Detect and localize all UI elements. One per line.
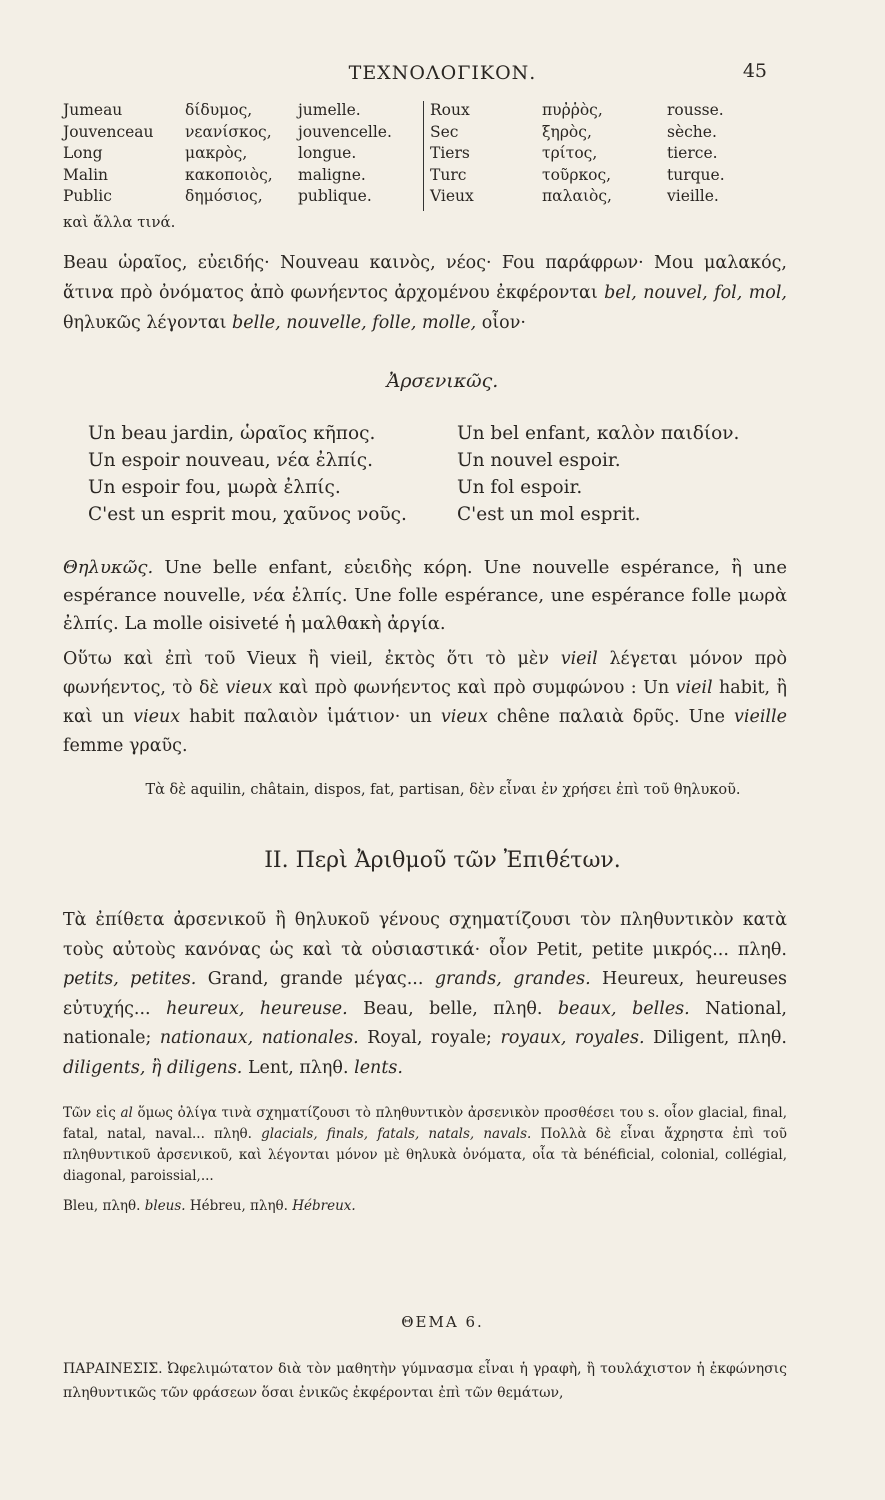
paragraph-masculine-forms: Beau ὡραῖος, εὐειδής· Nouveau καινὸς, νέος· Fou παράφρων· Mou μαλακός, ἅτινα πρὸ ὀνόματος ἀπὸ φωνήεντος ἀρχομένου ἐκφέρονται bel, nouvel, fol, mol, θηλυκῶς λέγονται belle, nouvelle, folle, molle, οἷον· (63, 253, 787, 333)
vocab-french: Long (63, 144, 103, 162)
vocab-french: Vieux (430, 187, 474, 205)
vocab-greek: κακοποιὸς, (185, 165, 273, 184)
vocab-french: Turc (430, 165, 467, 184)
example-line: Un nouvel espoir. (457, 450, 621, 471)
vocab-row (430, 143, 770, 165)
vocab-greek: δημόσιος, (185, 187, 263, 205)
vocab-french: Jumeau (63, 101, 123, 119)
vocab-feminine: jumelle. (298, 101, 361, 119)
vocab-feminine: longue. (298, 144, 357, 162)
example-line: Un beau jardin, ὡραῖος κῆπος. (88, 423, 376, 444)
vocab-greek: πυῤῥὸς, (542, 101, 603, 119)
vocab-table-right (430, 100, 770, 212)
paragraph-plural-rules: Τὰ ἐπίθετα ἀρσενικοῦ ἢ θηλυκοῦ γένους σχηματίζουσι τὸν πληθυντικὸν κατὰ τοὺς αὐτοὺς κανόνας ὡς καὶ τὰ οὐσιαστικά· οἷον Petit, petite μικρός... πληθ. petits, petites. Grand, grande μέγας... grands, grandes. Heureux, heureuses εὐτυχής... heureux, heureuse. Beau, belle, πληθ. beaux, belles. National, nationale; nationaux, nationales. Royal, royale; royaux, royales. Diligent, πληθ. diligents, ἢ diligens. Lent, πληθ. lents. (63, 910, 787, 1078)
example-line: Un bel enfant, καλὸν παιδίον. (457, 423, 740, 444)
page-number: 45 (742, 60, 767, 82)
page-title: ΤΕΧΝΟΛΟΓΙΚΟΝ. (348, 62, 537, 84)
vocab-row (63, 186, 423, 208)
paragraph-feminine: Θηλυκῶς. Une belle enfant, εὐειδὴς κόρη. Une nouvelle espérance, ἢ une espérance nouvelle, νέα ἐλπίς. Une folle espérance, une espérance folle μωρὰ ἐλπίς. La molle oisiveté ἡ μαλθακὴ ἀργία. (63, 557, 787, 634)
paragraph-bleu: Bleu, πληθ. bleus. Hébreu, πληθ. Hébreux. (63, 1198, 356, 1214)
paragraph-parainesis: ΠΑΡΑΙΝΕΣΙΣ. Ὠφελιμώτατον διὰ τὸν μαθητὴν γύμνασμα εἶναι ἡ γραφὴ, ἢ τουλάχιστον ἡ ἐκφώνησις πληθυντικῶς τῶν φράσεων ὅσαι ἐνικῶς ἐκφέρονται ἐπὶ τῶν θεμάτων, (63, 1361, 787, 1401)
vocab-feminine: jouvencelle. (298, 122, 392, 141)
vocab-feminine: sèche. (667, 122, 717, 141)
vocab-french: Sec (430, 122, 459, 141)
vocab-french: Public (63, 187, 112, 205)
examples-left (88, 420, 407, 528)
vocab-french: Roux (430, 101, 470, 119)
example-line: Un espoir nouveau, νέα ἐλπίς. (88, 450, 374, 471)
vocab-feminine: tierce. (667, 144, 718, 162)
thema-heading: ΘΕΜΑ 6. (401, 1313, 484, 1331)
section-heading-number: II. Περὶ Ἀριθμοῦ τῶν Ἐπιθέτων. (264, 848, 621, 873)
column-divider (423, 101, 424, 211)
vocab-feminine: vieille. (667, 187, 719, 205)
vocab-greek: παλαιὸς, (542, 187, 612, 205)
vocab-greek: μακρὸς, (185, 144, 248, 162)
vocab-feminine: publique. (298, 187, 372, 205)
vocab-row (63, 143, 423, 165)
vocab-greek: τοῦρκος, (542, 165, 612, 184)
paragraph-vieux: Οὕτω καὶ ἐπὶ τοῦ Vieux ἢ vieil, ἐκτὸς ὅτι τὸ μὲν vieil λέγεται μόνον πρὸ φωνήεντος, τὸ δὲ vieux καὶ πρὸ φωνήεντος καὶ πρὸ συμφώνου : Un vieil habit, ἢ καὶ un vieux habit παλαιὸν ἱμάτιον· un vieux chêne παλαιὰ δρῦς. Une vieille femme γραῦς. (63, 649, 787, 756)
examples-right (457, 420, 739, 528)
paragraph-al-plurals: Τῶν εἰς al ὅμως ὀλίγα τινὰ σχηματίζουσι τὸ πληθυντικὸν ἀρσενικὸν προσθέσει του s. οἷον glacial, final, fatal, natal, naval... πληθ. glacials, finals, fatals, natals, navals. Πολλὰ δὲ εἶναι ἄχρηστα ἐπὶ τοῦ πληθυντικοῦ ἀρσενικοῦ, καὶ λέγονται μόνον μὲ θηλυκὰ ὀνόματα, οἷα τὰ bénéficial, colonial, collégial, diagonal, paroissial,... (63, 1105, 787, 1184)
example-line: Un espoir fou, μωρὰ ἐλπίς. (88, 477, 341, 498)
vocab-french: Jouvenceau (63, 122, 154, 141)
heading-arsenikos: Ἀρσενικῶς. (386, 370, 499, 392)
kai-alla-note: καὶ ἄλλα τινά. (63, 213, 176, 231)
vocab-greek: δίδυμος, (185, 101, 253, 119)
vocab-feminine: turque. (667, 165, 725, 184)
vocab-greek: νεανίσκος, (185, 122, 272, 141)
vocab-row (63, 165, 423, 187)
example-line: C'est un esprit mou, χαῦνος νοῦς. (88, 504, 407, 525)
example-line: Un fol espoir. (457, 477, 583, 498)
vocab-table-left (63, 100, 423, 212)
example-line: C'est un mol esprit. (457, 504, 641, 525)
vocab-row (430, 186, 770, 208)
vocab-french: Malin (63, 165, 109, 184)
vocab-row (430, 100, 770, 122)
vocab-row (63, 122, 423, 144)
running-header (0, 60, 885, 90)
vocab-french: Tiers (430, 144, 470, 162)
vocab-greek: τρίτος, (542, 144, 598, 162)
paragraph-exceptions: Τὰ δὲ aquilin, châtain, dispos, fat, partisan, δὲν εἶναι ἐν χρήσει ἐπὶ τοῦ θηλυκοῦ. (145, 782, 741, 798)
vocab-feminine: maligne. (298, 165, 366, 184)
vocab-row (430, 122, 770, 144)
vocab-greek: ξηρὸς, (542, 122, 592, 141)
vocab-feminine: rousse. (667, 101, 724, 119)
vocab-row (63, 100, 423, 122)
vocab-row (430, 165, 770, 187)
